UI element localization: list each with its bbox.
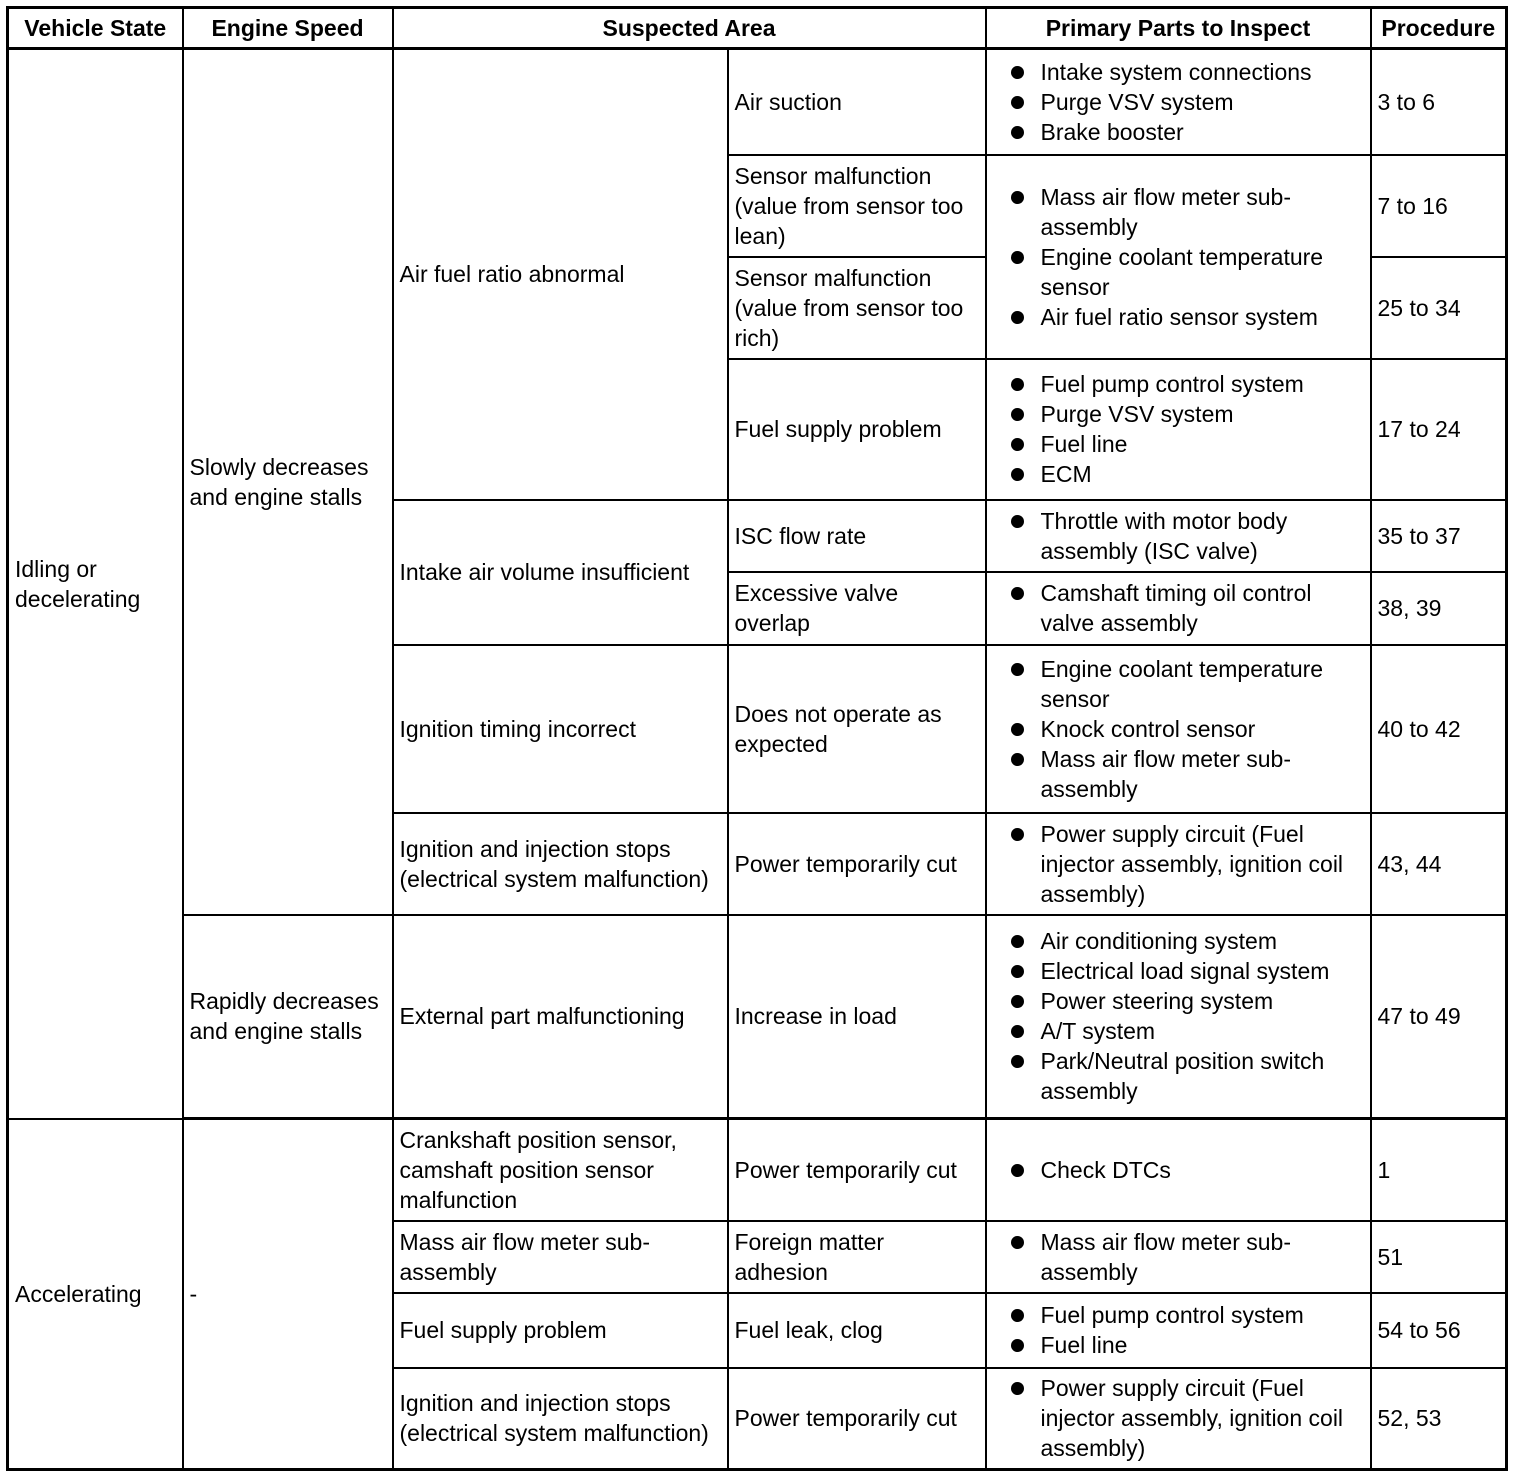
part-item bbox=[993, 399, 1364, 429]
procedure-cell: 35 to 37 bbox=[1371, 500, 1507, 572]
bullet-icon bbox=[1011, 191, 1024, 204]
bullet-icon bbox=[1011, 723, 1024, 736]
part-item bbox=[993, 744, 1364, 804]
part-item bbox=[993, 182, 1364, 242]
subarea-cell: Fuel leak, clog bbox=[728, 1293, 986, 1368]
part-text: Check DTCs bbox=[1040, 1156, 1171, 1183]
bullet-icon bbox=[1011, 378, 1024, 391]
parts-cell bbox=[986, 1368, 1371, 1470]
part-item bbox=[993, 302, 1364, 332]
bullet-icon bbox=[1011, 438, 1024, 451]
parts-cell bbox=[986, 1119, 1371, 1221]
part-text: Purge VSV system bbox=[1040, 401, 1234, 427]
parts-list bbox=[993, 926, 1364, 1106]
part-text: Camshaft timing oil control valve assembly bbox=[1040, 580, 1312, 636]
part-item bbox=[993, 578, 1364, 638]
engine-speed-cell: Rapidly decreases and engine stalls bbox=[183, 915, 393, 1119]
procedure-cell: 7 to 16 bbox=[1371, 155, 1507, 257]
part-item bbox=[993, 429, 1364, 459]
table-row bbox=[8, 1119, 1507, 1221]
part-text: Mass air flow meter sub-assembly bbox=[1040, 745, 1292, 802]
part-text: Mass air flow meter sub-assembly bbox=[1040, 1228, 1292, 1285]
part-text: Air fuel ratio sensor system bbox=[1040, 303, 1318, 330]
subarea-cell: Foreign matter adhesion bbox=[728, 1221, 986, 1293]
parts-list bbox=[993, 819, 1364, 909]
procedure-cell: 1 bbox=[1371, 1119, 1507, 1221]
bullet-icon bbox=[1011, 251, 1024, 264]
bullet-icon bbox=[1011, 408, 1024, 421]
bullet-icon bbox=[1011, 753, 1024, 766]
part-text: Fuel line bbox=[1040, 431, 1128, 457]
parts-cell bbox=[986, 500, 1371, 572]
header-engine-speed: Engine Speed bbox=[183, 8, 393, 49]
parts-list bbox=[993, 1373, 1364, 1463]
bullet-icon bbox=[1011, 126, 1024, 139]
header-vehicle-state: Vehicle State bbox=[8, 8, 183, 49]
part-text: Power steering system bbox=[1040, 988, 1274, 1015]
subarea-cell: Fuel supply problem bbox=[728, 359, 986, 500]
part-text: ECM bbox=[1040, 461, 1092, 487]
parts-cell bbox=[986, 813, 1371, 915]
subarea-cell: Excessive valve overlap bbox=[728, 572, 986, 645]
parts-cell bbox=[986, 1221, 1371, 1293]
area-cell: Ignition and injection stops (electrical system malfunction) bbox=[393, 813, 728, 915]
table-row bbox=[8, 49, 1507, 155]
parts-cell bbox=[986, 915, 1371, 1119]
subarea-cell: Does not operate as expected bbox=[728, 645, 986, 813]
part-item bbox=[993, 1227, 1364, 1287]
bullet-icon bbox=[1011, 828, 1024, 841]
part-item bbox=[993, 926, 1364, 956]
subarea-cell: Increase in load bbox=[728, 915, 986, 1119]
procedure-cell: 54 to 56 bbox=[1371, 1293, 1507, 1368]
bullet-icon bbox=[1011, 66, 1024, 79]
part-item bbox=[993, 117, 1364, 147]
bullet-icon bbox=[1011, 935, 1024, 948]
bullet-icon bbox=[1011, 468, 1024, 481]
bullet-icon bbox=[1011, 1236, 1024, 1249]
procedure-cell: 40 to 42 bbox=[1371, 645, 1507, 813]
bullet-icon bbox=[1011, 1164, 1024, 1177]
header-row bbox=[8, 8, 1507, 49]
engine-speed-cell: Slowly decreases and engine stalls bbox=[183, 49, 393, 915]
parts-list bbox=[993, 578, 1364, 638]
area-cell: External part malfunctioning bbox=[393, 915, 728, 1119]
parts-list bbox=[993, 1155, 1364, 1185]
subarea-cell: Air suction bbox=[728, 49, 986, 155]
parts-list bbox=[993, 506, 1364, 566]
part-text: Intake system connections bbox=[1040, 58, 1312, 85]
procedure-cell: 3 to 6 bbox=[1371, 49, 1507, 155]
part-text: Knock control sensor bbox=[1040, 715, 1256, 742]
bullet-icon bbox=[1011, 96, 1024, 109]
parts-list bbox=[993, 369, 1364, 489]
bullet-icon bbox=[1011, 1382, 1024, 1395]
subarea-cell: ISC flow rate bbox=[728, 500, 986, 572]
part-item bbox=[993, 1373, 1364, 1463]
part-item bbox=[993, 654, 1364, 714]
part-text: Air conditioning system bbox=[1040, 928, 1277, 955]
part-item bbox=[993, 1330, 1364, 1360]
part-item bbox=[993, 986, 1364, 1016]
subarea-cell: Power temporarily cut bbox=[728, 1119, 986, 1221]
part-item bbox=[993, 956, 1364, 986]
subarea-cell: Sensor malfunction (value from sensor too lean) bbox=[728, 155, 986, 257]
part-text: Fuel line bbox=[1040, 1332, 1128, 1358]
header-procedure: Procedure bbox=[1371, 8, 1507, 49]
part-item bbox=[993, 506, 1364, 566]
bullet-icon bbox=[1011, 1055, 1024, 1068]
area-cell: Mass air flow meter sub-assembly bbox=[393, 1221, 728, 1293]
part-text: Engine coolant temperature sensor bbox=[1040, 243, 1324, 300]
bullet-icon bbox=[1011, 587, 1024, 600]
part-text: Purge VSV system bbox=[1040, 88, 1234, 115]
bullet-icon bbox=[1011, 515, 1024, 528]
area-cell: Air fuel ratio abnormal bbox=[393, 49, 728, 500]
parts-list bbox=[993, 182, 1364, 332]
header-suspected-area: Suspected Area bbox=[393, 8, 986, 49]
area-cell: Ignition and injection stops (electrical system malfunction) bbox=[393, 1368, 728, 1470]
bullet-icon bbox=[1011, 311, 1024, 324]
table-row bbox=[8, 915, 1507, 1119]
troubleshooting-table bbox=[6, 6, 1508, 1471]
engine-speed-cell: - bbox=[183, 1119, 393, 1470]
procedure-cell: 47 to 49 bbox=[1371, 915, 1507, 1119]
parts-cell bbox=[986, 49, 1371, 155]
subarea-cell: Power temporarily cut bbox=[728, 1368, 986, 1470]
bullet-icon bbox=[1011, 1025, 1024, 1038]
procedure-cell: 17 to 24 bbox=[1371, 359, 1507, 500]
part-text: Engine coolant temperature sensor bbox=[1040, 655, 1324, 712]
procedure-cell: 51 bbox=[1371, 1221, 1507, 1293]
bullet-icon bbox=[1011, 663, 1024, 676]
part-item bbox=[993, 1300, 1364, 1330]
bullet-icon bbox=[1011, 1309, 1024, 1322]
parts-cell bbox=[986, 645, 1371, 813]
parts-cell bbox=[986, 572, 1371, 645]
part-item bbox=[993, 459, 1364, 489]
header-primary-parts: Primary Parts to Inspect bbox=[986, 8, 1371, 49]
area-cell: Crankshaft position sensor, camshaft position sensor malfunction bbox=[393, 1119, 728, 1221]
parts-list bbox=[993, 1227, 1364, 1287]
part-text: Park/Neutral position switch assembly bbox=[1040, 1048, 1325, 1105]
part-text: Electrical load signal system bbox=[1040, 958, 1330, 985]
parts-cell bbox=[986, 359, 1371, 500]
area-cell: Fuel supply problem bbox=[393, 1293, 728, 1368]
part-text: Fuel pump control system bbox=[1040, 371, 1304, 397]
parts-cell bbox=[986, 155, 1371, 359]
part-item bbox=[993, 1046, 1364, 1106]
part-text: Fuel pump control system bbox=[1040, 1302, 1304, 1328]
part-item bbox=[993, 57, 1364, 87]
part-text: A/T system bbox=[1040, 1018, 1156, 1045]
part-text: Throttle with motor body assembly (ISC valve) bbox=[1040, 507, 1288, 564]
vehicle-state-cell: Accelerating bbox=[8, 1119, 183, 1470]
vehicle-state-cell: Idling or decelerating bbox=[8, 49, 183, 1119]
bullet-icon bbox=[1011, 995, 1024, 1008]
part-text: Mass air flow meter sub-assembly bbox=[1040, 183, 1292, 240]
parts-list bbox=[993, 1300, 1364, 1360]
part-item bbox=[993, 1155, 1364, 1185]
part-item bbox=[993, 369, 1364, 399]
part-item bbox=[993, 819, 1364, 909]
procedure-cell: 43, 44 bbox=[1371, 813, 1507, 915]
procedure-cell: 38, 39 bbox=[1371, 572, 1507, 645]
procedure-cell: 52, 53 bbox=[1371, 1368, 1507, 1470]
part-text: Power supply circuit (Fuel injector assembly, ignition coil assembly) bbox=[1040, 820, 1344, 907]
bullet-icon bbox=[1011, 965, 1024, 978]
parts-list bbox=[993, 654, 1364, 804]
area-cell: Intake air volume insufficient bbox=[393, 500, 728, 645]
subarea-cell: Sensor malfunction (value from sensor too rich) bbox=[728, 257, 986, 359]
parts-list bbox=[993, 57, 1364, 147]
subarea-cell: Power temporarily cut bbox=[728, 813, 986, 915]
procedure-cell: 25 to 34 bbox=[1371, 257, 1507, 359]
part-item bbox=[993, 242, 1364, 302]
part-text: Power supply circuit (Fuel injector assembly, ignition coil assembly) bbox=[1040, 1375, 1344, 1462]
parts-cell bbox=[986, 1293, 1371, 1368]
area-cell: Ignition timing incorrect bbox=[393, 645, 728, 813]
part-item bbox=[993, 714, 1364, 744]
part-item bbox=[993, 1016, 1364, 1046]
part-text: Brake booster bbox=[1040, 118, 1184, 145]
part-item bbox=[993, 87, 1364, 117]
bullet-icon bbox=[1011, 1339, 1024, 1352]
